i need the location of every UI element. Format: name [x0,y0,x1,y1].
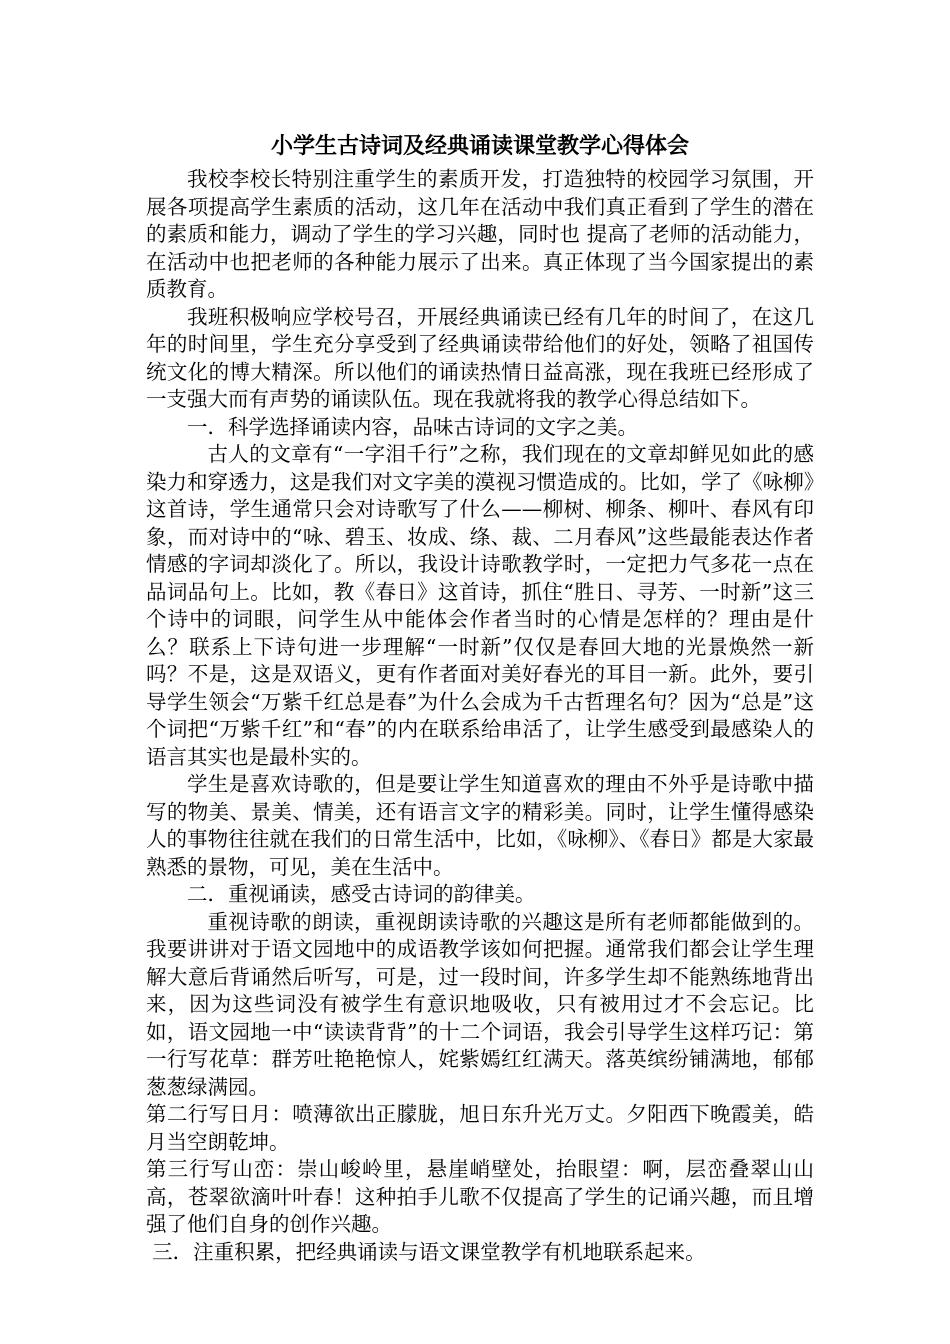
paragraph-second-row: 第二行写日月：喷薄欲出正朦胧，旭日东升光万丈。夕阳西下晚霞美，皓月当空朗乾坤。 [146,1102,814,1154]
paragraph-intro: 我校李校长特别注重学生的素质开发，打造独特的校园学习氛围，开展各项提高学生素质的活动，这几年在活动中我们真正看到了学生的潜在的素质和能力，调动了学生的学习兴趣，同时也 提高了老师的活动能力，在活动中也把老师的各种能力展示了出来。真正体现了当今国家提出的素质教育。 [146,167,814,301]
document-title: 小学生古诗词及经典诵读课堂教学心得体会 [270,134,689,159]
section-heading-1: 一．科学选择诵读内容，品味古诗词的文字之美。 [187,414,638,439]
section-heading-3: 三．注重积累，把经典诵读与语文课堂教学有机地联系起来。 [152,1239,706,1264]
paragraph-section-1-summary: 学生是喜欢诗歌的，但是要让学生知道喜欢的理由不外乎是诗歌中描写的物美、景美、情美，还有语言文字的精彩美。同时，让学生懂得感染人的事物往往就在我们的日常生活中，比如，《咏柳》、《春日》都是大家最熟悉的景物，可见，美在生活中。 [146,772,814,879]
section-heading-2: 二．重视诵读，感受古诗词的韵律美。 [187,882,536,906]
paragraph-section-1-body: 古人的文章有“一字泪千行”之称，我们现在的文章却鲜见如此的感染力和穿透力，这是我们对文字美的漠视习惯造成的。比如，学了《咏柳》这首诗，学生通常只会对诗歌写了什么——柳树、柳条、柳叶、春风有印象，而对诗中的“咏、碧玉、妆成、绦、裁、二月春风”这些最能表达作者情感的字词却淡化了。所以，我设计诗歌教学时，一定把力气多花一点在品词品句上。比如，教《春日》这首诗，抓住“胜日、寻芳、一时新”这三个诗中的词眼，问学生从中能体会作者当时的心情是怎样的？理由是什么？联系上下诗句进一步理解“一时新”仅仅是春回大地的光景焕然一新吗？不是，这是双语义，更有作者面对美好春光的耳目一新。此外，要引导学生领会“万紫千红总是春”为什么会成为千古哲理名句？因为“总是”这个词把“万紫千红”和“春”的内在联系给串活了，让学生感受到最感染人的语言其实也是最朴实的。 [146,442,814,769]
document-page [146,132,814,1266]
paragraph-third-row: 第三行写山峦：崇山峻岭里，悬崖峭壁处，抬眼望：啊，层峦叠翠山山高，苍翠欲滴叶叶春！这种拍手儿歌不仅提高了学生的记诵兴趣，而且增强了他们自身的创作兴趣。 [146,1157,814,1236]
paragraph-section-2-body: 重视诗歌的朗读，重视朗读诗歌的兴趣这是所有老师都能做到的。我要讲讲对于语文园地中的成语教学该如何把握。通常我们都会让学生理解大意后背诵然后听写，可是，过一段时间，许多学生却不能熟练地背出来，因为这些词没有被学生有意识地吸收，只有被用过才不会忘记。比如，语文园地一中“读读背背”的十二个词语，我会引导学生这样巧记：第一行写花草：群芳吐艳艳惊人，姹紫嫣红红满天。落英缤纷铺满地，郁郁葱葱绿满园。 [146,909,814,1099]
paragraph-class-activity: 我班积极响应学校号召，开展经典诵读已经有几年的时间了，在这几年的时间里，学生充分享受到了经典诵读带给他们的好处，领略了祖国传统文化的博大精深。所以他们的诵读热情日益高涨，现在我班已经形成了一支强大而有声势的诵读队伍。现在我就将我的教学心得总结如下。 [146,304,814,411]
